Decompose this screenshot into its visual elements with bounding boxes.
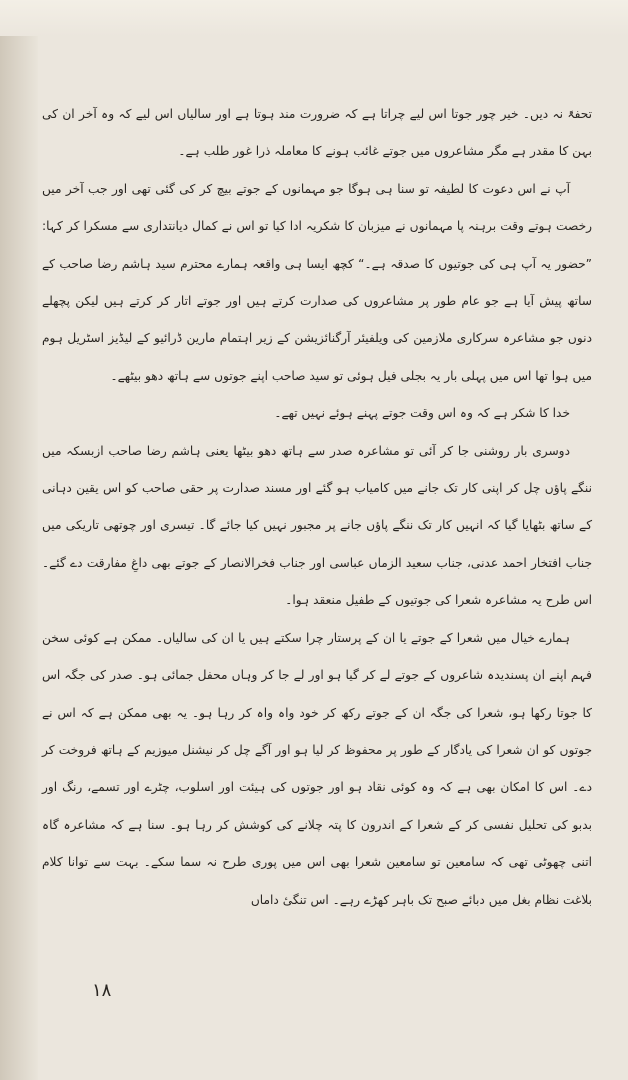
page-gutter-shadow: [0, 0, 38, 1080]
page-top-margin: [0, 0, 628, 36]
paragraph: تحفۃً نہ دیں۔ خیر چور جوتا اس لیے چراتا ہے کہ ضرورت مند ہوتا ہے اور سالیاں اس لیے کہ وہ آخر ان کی بہن کا مقدر ہے مگر مشاعروں میں جوتے غائب ہونے کا معاملہ ذرا غور طلب ہے۔: [42, 107, 592, 159]
page-body-text: [42, 96, 592, 919]
paragraph: دوسری بار روشنی جا کر آئی تو مشاعرہ صدر سے ہاتھ دھو بیٹھا یعنی ہاشم رضا صاحب ازبسکہ میں ننگے پاؤں چل کر اپنی کار تک جانے میں کامیاب ہو گئے اور مسند صدارت پر حقی صاحب کو اس یقین دہانی کے ساتھ بٹھایا گیا کہ انہیں کار تک ننگے پاؤں جانے پر مجبور نہیں کیا جائے گا۔ تیسری اور چوتھی تاریکی میں جناب افتخار احمد عدنی، جناب سعید الزماں عباسی اور جناب فخرالانصار کے جوتے بھی داغِ مفارقت دے گئے۔ اس طرح یہ مشاعرہ شعرا کی جوتیوں کے طفیل منعقد ہوا۔: [42, 443, 592, 608]
paragraph: خدا کا شکر ہے کہ وہ اس وقت جوتے پہنے ہوئے نہیں تھے۔: [274, 406, 570, 421]
paragraph: ہمارے خیال میں شعرا کے جوتے یا ان کے پرستار چرا سکتے ہیں یا ان کی سالیاں۔ ممکن ہے کوئی سخن فہم اپنے ان پسندیدہ شاعروں کے جوتے لے کر گیا ہو اور لے جا کر وہاں محفل جمائی ہو۔ صدر کی جگہ اس کا جوتا رکھا ہو، شعرا کی جگہ ان کے جوتے رکھ کر خود واہ واہ کر رہا ہو۔ یہ بھی ممکن ہے کہ اس نے جوتوں کو ان شعرا کی یادگار کے طور پر محفوظ کر لیا ہو اور آگے چل کر نیشنل میوزیم کے ہاتھ فروخت کر دے۔ اس کا امکان بھی ہے کہ وہ کوئی نقاد ہو اور جوتوں کی ہیئت اور اسلوب، چٹرے اور تسمے، رنگ اور بدبو کی تحلیل نفسی کر کے شعرا کے اندرون کا پتہ چلانے کی کوشش کر رہا ہو۔ سنا ہے کہ مشاعرہ گاہ اتنی چھوٹی تھی کہ سامعین تو سامعین شعرا بھی اس میں پوری طرح نہ سما سکے۔ بہت سے توانا کلام بلاغت نظام بغل میں دبائے صبح تک باہر کھڑے رہے۔ اس تنگیٔ داماں: [42, 630, 592, 907]
page-number: ۱۸: [92, 980, 112, 1001]
paragraph: آپ نے اس دعوت کا لطیفہ تو سنا ہی ہوگا جو مہمانوں کے جوتے بیچ کر کی گئی تھی اور جب آخر میں رخصت ہوتے وقت برہنہ پا مہمانوں نے میزبان کا شکریہ ادا کیا تو اس نے کمال دیانتداری سے مسکرا کر کہا: ”حضور یہ آپ ہی کی جوتیوں کا صدقہ ہے۔“ کچھ ایسا ہی واقعہ ہمارے محترم سید ہاشم رضا صاحب کے ساتھ پیش آیا ہے جو عام طور پر مشاعروں کی صدارت کرتے ہیں اور جوتے اتار کر کرتے ہیں لیکن پچھلے دنوں جو مشاعرہ سرکاری ملازمین کی ویلفیئر آرگنائزیشن کے زیر اہتمام مارین ڈرائیو کے لیڈیز اسٹریل ہوم میں ہوا تھا اس میں پہلی بار یہ بجلی فیل ہوئی تو سید صاحب اپنے جوتوں سے ہاتھ دھو بیٹھے۔: [42, 181, 592, 383]
